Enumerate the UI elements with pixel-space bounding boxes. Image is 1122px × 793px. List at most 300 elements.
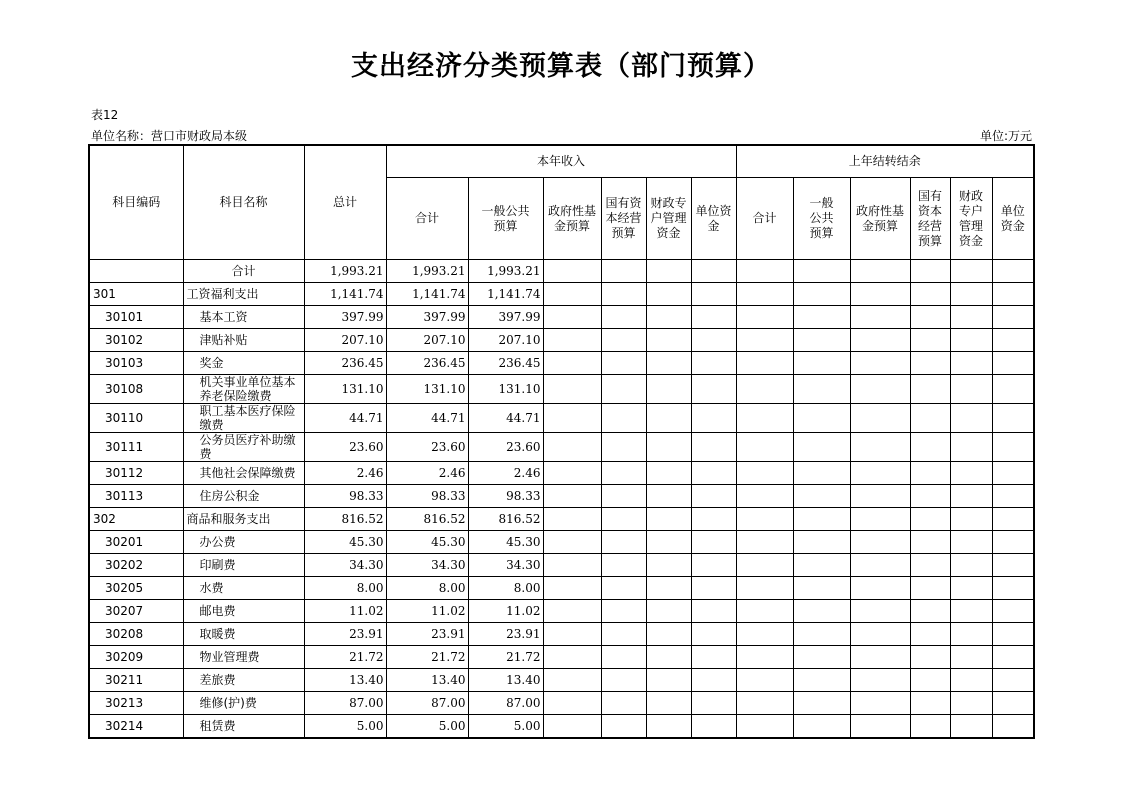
row-cy-unit [691, 260, 736, 283]
row-py-soe [910, 646, 950, 669]
row-cy-total: 34.30 [386, 554, 468, 577]
row-py-unit [992, 306, 1034, 329]
table-row [89, 306, 1034, 329]
row-name: 合计 [183, 260, 304, 283]
header-cy-gov-fund: 政府性基金预算 [543, 178, 601, 260]
row-code: 30211 [89, 669, 183, 692]
row-cy-soe [601, 646, 646, 669]
row-cy-gov-fund [543, 260, 601, 283]
row-cy-general: 87.00 [468, 692, 543, 715]
row-total: 11.02 [304, 600, 386, 623]
row-py-general [793, 554, 850, 577]
row-cy-total: 44.71 [386, 404, 468, 433]
row-cy-general: 2.46 [468, 462, 543, 485]
row-cy-general: 11.02 [468, 600, 543, 623]
row-py-total [736, 669, 793, 692]
table-row [89, 433, 1034, 462]
row-code: 30213 [89, 692, 183, 715]
row-cy-unit [691, 508, 736, 531]
row-py-soe [910, 433, 950, 462]
row-py-gov-fund [850, 433, 910, 462]
row-cy-general: 21.72 [468, 646, 543, 669]
row-py-special [950, 352, 992, 375]
row-total: 45.30 [304, 531, 386, 554]
table-row [89, 692, 1034, 715]
row-cy-gov-fund [543, 306, 601, 329]
row-cy-soe [601, 283, 646, 306]
row-cy-unit [691, 646, 736, 669]
row-cy-general: 1,141.74 [468, 283, 543, 306]
row-cy-special [646, 485, 691, 508]
row-cy-soe [601, 260, 646, 283]
row-py-general [793, 329, 850, 352]
table-row [89, 485, 1034, 508]
row-py-total [736, 352, 793, 375]
row-cy-total: 98.33 [386, 485, 468, 508]
table-row [89, 352, 1034, 375]
row-py-general [793, 433, 850, 462]
row-cy-special [646, 646, 691, 669]
row-py-unit [992, 329, 1034, 352]
row-py-general [793, 404, 850, 433]
table-row [89, 508, 1034, 531]
row-py-soe [910, 404, 950, 433]
row-py-unit [992, 260, 1034, 283]
row-py-total [736, 646, 793, 669]
row-py-soe [910, 600, 950, 623]
page-title: 支出经济分类预算表（部门预算） [351, 51, 771, 82]
budget-table [88, 144, 1035, 739]
row-cy-gov-fund [543, 352, 601, 375]
table-row [89, 260, 1034, 283]
row-total: 44.71 [304, 404, 386, 433]
row-py-general [793, 692, 850, 715]
row-py-special [950, 646, 992, 669]
row-py-soe [910, 485, 950, 508]
row-cy-soe [601, 577, 646, 600]
table-row [89, 462, 1034, 485]
row-cy-soe [601, 404, 646, 433]
row-code [89, 260, 183, 283]
row-py-unit [992, 485, 1034, 508]
row-name: 邮电费 [183, 600, 304, 623]
header-cy-total: 合计 [386, 178, 468, 260]
row-py-total [736, 283, 793, 306]
row-cy-total: 45.30 [386, 531, 468, 554]
row-name: 基本工资 [183, 306, 304, 329]
row-cy-unit [691, 375, 736, 404]
row-py-total [736, 306, 793, 329]
row-cy-soe [601, 375, 646, 404]
row-code: 30103 [89, 352, 183, 375]
row-cy-general: 34.30 [468, 554, 543, 577]
row-cy-unit [691, 404, 736, 433]
row-py-general [793, 462, 850, 485]
row-py-general [793, 577, 850, 600]
row-name: 奖金 [183, 352, 304, 375]
row-cy-total: 5.00 [386, 715, 468, 739]
row-cy-soe [601, 352, 646, 375]
row-py-special [950, 283, 992, 306]
row-name: 维修(护)费 [183, 692, 304, 715]
row-py-general [793, 508, 850, 531]
row-cy-gov-fund [543, 433, 601, 462]
row-py-soe [910, 260, 950, 283]
row-py-unit [992, 577, 1034, 600]
row-cy-special [646, 577, 691, 600]
row-cy-general: 816.52 [468, 508, 543, 531]
row-py-soe [910, 508, 950, 531]
row-cy-soe [601, 669, 646, 692]
row-total: 8.00 [304, 577, 386, 600]
header-prior-year-carryover: 上年结转结余 [736, 145, 1034, 178]
row-cy-soe [601, 554, 646, 577]
row-py-soe [910, 375, 950, 404]
row-py-gov-fund [850, 375, 910, 404]
row-cy-total: 11.02 [386, 600, 468, 623]
row-cy-total: 1,141.74 [386, 283, 468, 306]
row-py-special [950, 485, 992, 508]
row-cy-gov-fund [543, 577, 601, 600]
row-name: 印刷费 [183, 554, 304, 577]
row-py-gov-fund [850, 404, 910, 433]
unit-name-label: 单位名称：营口市财政局本级 [91, 129, 248, 143]
row-cy-soe [601, 600, 646, 623]
row-total: 131.10 [304, 375, 386, 404]
row-cy-special [646, 375, 691, 404]
row-cy-soe [601, 485, 646, 508]
row-py-total [736, 600, 793, 623]
row-cy-gov-fund [543, 485, 601, 508]
row-cy-gov-fund [543, 669, 601, 692]
row-cy-total: 21.72 [386, 646, 468, 669]
row-py-unit [992, 715, 1034, 739]
row-py-gov-fund [850, 260, 910, 283]
row-total: 1,993.21 [304, 260, 386, 283]
row-cy-general: 207.10 [468, 329, 543, 352]
row-cy-soe [601, 508, 646, 531]
row-py-special [950, 329, 992, 352]
row-cy-general: 23.60 [468, 433, 543, 462]
row-py-soe [910, 283, 950, 306]
row-cy-gov-fund [543, 646, 601, 669]
row-py-general [793, 623, 850, 646]
row-code: 30205 [89, 577, 183, 600]
row-py-soe [910, 531, 950, 554]
table-number: 表12 [91, 108, 119, 122]
row-py-special [950, 577, 992, 600]
row-py-special [950, 692, 992, 715]
row-name: 取暖费 [183, 623, 304, 646]
row-cy-general: 23.91 [468, 623, 543, 646]
row-cy-total: 23.91 [386, 623, 468, 646]
header-cy-special: 财政专户管理资金 [646, 178, 691, 260]
row-total: 34.30 [304, 554, 386, 577]
row-cy-general: 13.40 [468, 669, 543, 692]
row-py-gov-fund [850, 329, 910, 352]
row-name: 办公费 [183, 531, 304, 554]
row-cy-total: 131.10 [386, 375, 468, 404]
row-name: 工资福利支出 [183, 283, 304, 306]
row-cy-unit [691, 554, 736, 577]
row-py-special [950, 306, 992, 329]
header-name: 科目名称 [183, 145, 304, 260]
row-py-soe [910, 306, 950, 329]
row-py-special [950, 623, 992, 646]
row-cy-total: 13.40 [386, 669, 468, 692]
row-cy-unit [691, 669, 736, 692]
row-py-soe [910, 329, 950, 352]
row-py-unit [992, 462, 1034, 485]
row-cy-total: 397.99 [386, 306, 468, 329]
row-cy-gov-fund [543, 554, 601, 577]
row-code: 30208 [89, 623, 183, 646]
row-total: 23.91 [304, 623, 386, 646]
row-cy-soe [601, 715, 646, 739]
row-total: 5.00 [304, 715, 386, 739]
row-py-soe [910, 577, 950, 600]
row-cy-special [646, 462, 691, 485]
row-cy-general: 44.71 [468, 404, 543, 433]
row-py-gov-fund [850, 462, 910, 485]
row-cy-soe [601, 462, 646, 485]
row-py-unit [992, 352, 1034, 375]
row-py-total [736, 462, 793, 485]
row-total: 21.72 [304, 646, 386, 669]
row-cy-special [646, 692, 691, 715]
row-cy-total: 23.60 [386, 433, 468, 462]
row-py-unit [992, 375, 1034, 404]
row-py-general [793, 283, 850, 306]
row-py-special [950, 531, 992, 554]
row-name: 租赁费 [183, 715, 304, 739]
row-code: 30101 [89, 306, 183, 329]
row-cy-unit [691, 352, 736, 375]
row-py-total [736, 577, 793, 600]
row-cy-special [646, 404, 691, 433]
header-total: 总计 [304, 145, 386, 260]
table-row [89, 623, 1034, 646]
row-cy-unit [691, 692, 736, 715]
row-code: 30108 [89, 375, 183, 404]
row-py-general [793, 485, 850, 508]
row-py-gov-fund [850, 577, 910, 600]
row-cy-unit [691, 623, 736, 646]
header-py-special: 财政专户管理资金 [950, 178, 992, 260]
row-cy-soe [601, 433, 646, 462]
row-py-gov-fund [850, 646, 910, 669]
row-py-total [736, 715, 793, 739]
table-row [89, 554, 1034, 577]
row-py-unit [992, 600, 1034, 623]
row-cy-soe [601, 531, 646, 554]
table-row [89, 715, 1034, 739]
row-cy-gov-fund [543, 329, 601, 352]
row-cy-special [646, 669, 691, 692]
row-cy-general: 5.00 [468, 715, 543, 739]
row-cy-unit [691, 433, 736, 462]
row-py-unit [992, 646, 1034, 669]
row-cy-unit [691, 600, 736, 623]
row-cy-total: 87.00 [386, 692, 468, 715]
row-cy-special [646, 306, 691, 329]
row-cy-unit [691, 462, 736, 485]
row-cy-gov-fund [543, 623, 601, 646]
row-py-special [950, 554, 992, 577]
row-cy-special [646, 531, 691, 554]
row-py-gov-fund [850, 715, 910, 739]
row-py-total [736, 531, 793, 554]
row-py-gov-fund [850, 352, 910, 375]
table-row [89, 646, 1034, 669]
header-code: 科目编码 [89, 145, 183, 260]
row-cy-gov-fund [543, 715, 601, 739]
row-name: 津贴补贴 [183, 329, 304, 352]
row-cy-special [646, 623, 691, 646]
row-total: 23.60 [304, 433, 386, 462]
row-py-general [793, 669, 850, 692]
row-cy-total: 8.00 [386, 577, 468, 600]
row-cy-soe [601, 329, 646, 352]
row-py-unit [992, 669, 1034, 692]
row-total: 13.40 [304, 669, 386, 692]
row-total: 1,141.74 [304, 283, 386, 306]
row-py-special [950, 600, 992, 623]
table-row [89, 375, 1034, 404]
row-py-gov-fund [850, 508, 910, 531]
row-total: 98.33 [304, 485, 386, 508]
row-cy-total: 2.46 [386, 462, 468, 485]
row-cy-special [646, 352, 691, 375]
row-cy-special [646, 715, 691, 739]
row-cy-unit [691, 485, 736, 508]
row-py-general [793, 715, 850, 739]
row-py-general [793, 375, 850, 404]
row-code: 30202 [89, 554, 183, 577]
table-row [89, 531, 1034, 554]
header-cy-general: 一般公共预算 [468, 178, 543, 260]
row-cy-general: 1,993.21 [468, 260, 543, 283]
row-cy-general: 236.45 [468, 352, 543, 375]
row-py-soe [910, 692, 950, 715]
row-py-general [793, 306, 850, 329]
row-cy-special [646, 554, 691, 577]
row-py-general [793, 600, 850, 623]
row-py-total [736, 554, 793, 577]
row-name: 公务员医疗补助缴费 [183, 433, 304, 462]
row-py-special [950, 433, 992, 462]
row-py-total [736, 404, 793, 433]
row-cy-special [646, 329, 691, 352]
row-py-special [950, 715, 992, 739]
row-py-unit [992, 623, 1034, 646]
row-code: 30207 [89, 600, 183, 623]
row-py-gov-fund [850, 485, 910, 508]
row-total: 816.52 [304, 508, 386, 531]
row-py-total [736, 485, 793, 508]
row-py-soe [910, 462, 950, 485]
row-code: 30112 [89, 462, 183, 485]
table-row [89, 404, 1034, 433]
row-py-unit [992, 692, 1034, 715]
row-code: 30201 [89, 531, 183, 554]
row-py-total [736, 508, 793, 531]
row-py-special [950, 508, 992, 531]
table-row [89, 283, 1034, 306]
row-name: 水费 [183, 577, 304, 600]
row-code: 302 [89, 508, 183, 531]
table-row [89, 577, 1034, 600]
row-cy-soe [601, 623, 646, 646]
row-cy-unit [691, 577, 736, 600]
row-cy-gov-fund [543, 404, 601, 433]
header-py-general: 一般公共预算 [793, 178, 850, 260]
row-code: 30113 [89, 485, 183, 508]
row-py-soe [910, 554, 950, 577]
row-name: 机关事业单位基本养老保险缴费 [183, 375, 304, 404]
row-py-gov-fund [850, 600, 910, 623]
row-code: 30209 [89, 646, 183, 669]
row-py-gov-fund [850, 692, 910, 715]
row-code: 30110 [89, 404, 183, 433]
row-cy-unit [691, 329, 736, 352]
header-py-soe: 国有资本经营预算 [910, 178, 950, 260]
row-total: 2.46 [304, 462, 386, 485]
row-code: 30111 [89, 433, 183, 462]
row-cy-special [646, 260, 691, 283]
row-py-gov-fund [850, 623, 910, 646]
row-cy-special [646, 283, 691, 306]
row-py-soe [910, 669, 950, 692]
row-code: 30214 [89, 715, 183, 739]
header-cy-soe: 国有资本经营预算 [601, 178, 646, 260]
row-cy-gov-fund [543, 508, 601, 531]
row-py-unit [992, 283, 1034, 306]
row-cy-soe [601, 692, 646, 715]
row-cy-total: 1,993.21 [386, 260, 468, 283]
table-row [89, 329, 1034, 352]
row-py-gov-fund [850, 283, 910, 306]
row-py-gov-fund [850, 531, 910, 554]
table-row [89, 669, 1034, 692]
row-py-general [793, 646, 850, 669]
row-cy-gov-fund [543, 375, 601, 404]
row-py-unit [992, 433, 1034, 462]
row-name: 差旅费 [183, 669, 304, 692]
row-cy-general: 45.30 [468, 531, 543, 554]
row-cy-general: 98.33 [468, 485, 543, 508]
row-name: 商品和服务支出 [183, 508, 304, 531]
row-name: 住房公积金 [183, 485, 304, 508]
row-py-special [950, 462, 992, 485]
row-py-total [736, 692, 793, 715]
row-cy-unit [691, 306, 736, 329]
row-total: 236.45 [304, 352, 386, 375]
row-code: 301 [89, 283, 183, 306]
row-py-total [736, 623, 793, 646]
row-cy-unit [691, 715, 736, 739]
row-cy-unit [691, 531, 736, 554]
row-total: 397.99 [304, 306, 386, 329]
row-cy-total: 816.52 [386, 508, 468, 531]
row-total: 207.10 [304, 329, 386, 352]
row-cy-soe [601, 306, 646, 329]
header-py-gov-fund: 政府性基金预算 [850, 178, 910, 260]
header-cy-unit: 单位资金 [691, 178, 736, 260]
row-py-unit [992, 554, 1034, 577]
row-cy-gov-fund [543, 462, 601, 485]
row-total: 87.00 [304, 692, 386, 715]
